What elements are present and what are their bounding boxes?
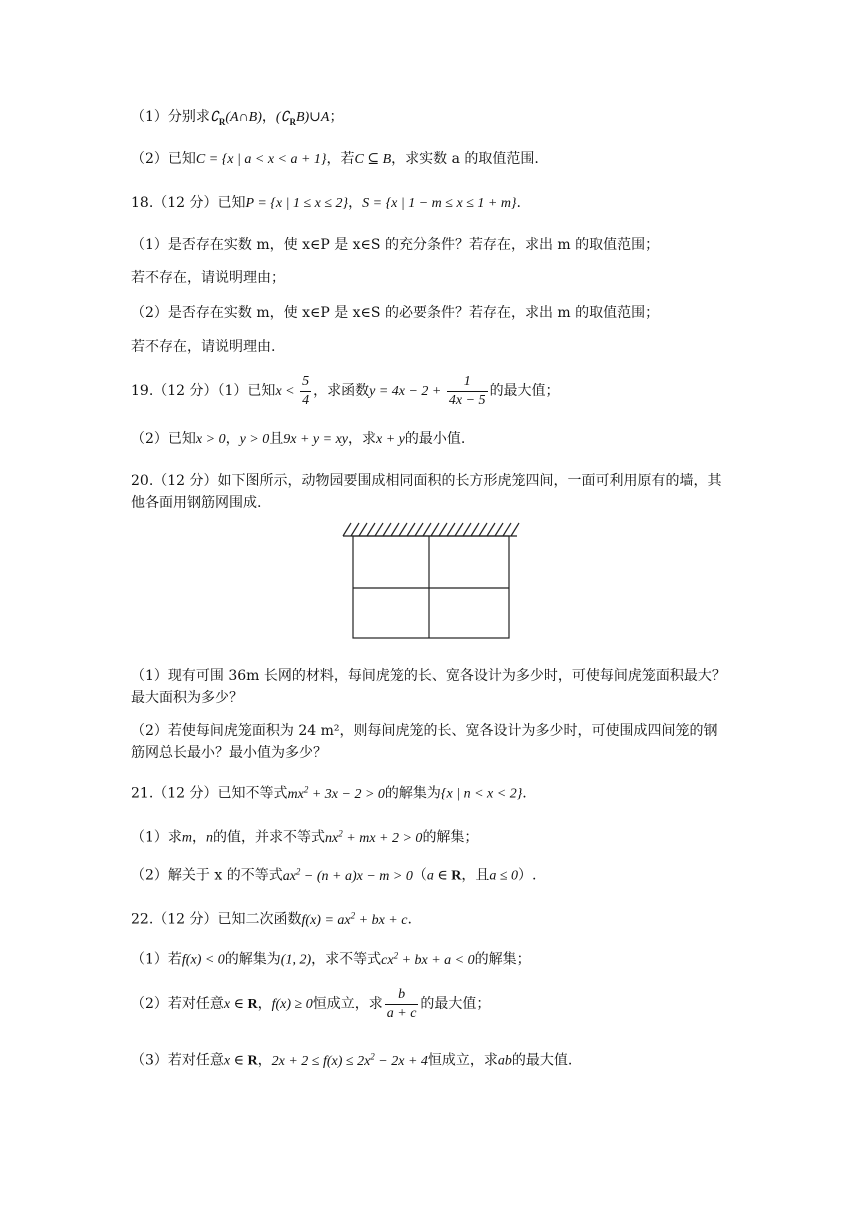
q21-heading: 21.（12 分）已知不等式$mx^2 + 3x - 2 > 0$的解集为{x | n < x < 2}. <box>131 784 527 802</box>
fraction-five-quarters: $\frac{5}{4}$ <box>302 373 310 408</box>
q22-part2: （2）若对任意x ∈ R，f(x) ≥ 0恒成立，求 $\frac{b}{a + c}$ 的最大值； <box>131 986 491 1021</box>
q18-part1-line1: （1）是否存在实数 m，使 x∈P 是 x∈S 的充分条件？若存在，求出 m 的取值范围； <box>131 237 660 253</box>
q20-part1: （1）现有可围 36m 长网的材料，每间虎笼的长、宽各设计为多少时，可使每间虎笼面积最大？最大面积为多少？ <box>131 668 726 706</box>
q20-heading: 20.（12 分）如下图所示，动物园要围成相同面积的长方形虎笼四间，一面可利用原有的墙，其他各面用钢筋网围成. <box>131 473 722 511</box>
fraction-reciprocal: $\frac{1}{4x - 5}$ <box>448 373 486 408</box>
formula-subset: C ⊆ B <box>354 152 392 167</box>
formula-complement-intersection: $∁_R(A\cap B)$ <box>209 110 262 127</box>
q17-part2: （2）已知C = {x | a < x < a + 1}，若C ⊆ B，求实数 a 的取值范围. <box>131 151 539 167</box>
q18-part1-line2: 若不存在，请说明理由； <box>131 270 285 286</box>
q21-part2: （2）解关于 x 的不等式$ax^2 - (n + a)x - m > 0(a$ ∈ R，且a ≤ 0）. <box>131 866 537 884</box>
q22-heading: 22.（12 分）已知二次函数$f(x) = ax^2$ + bx + c. <box>131 910 412 928</box>
q22-part1: （1）若f(x) < 0的解集为(1, 2)，求不等式$cx^2$ + bx + a < 0的解集； <box>131 950 531 968</box>
formula-set-p: P = {x | 1 ≤ x ≤ 2} <box>245 196 349 211</box>
tiger-cage-diagram <box>339 520 525 642</box>
q21-part1: （1）求m，n的值，并求不等式$nx^2$ + mx + 2 > 0的解集； <box>131 828 479 846</box>
q20-part2: （2）若使每间虎笼面积为 24 m²，则每间虎笼的长、宽各设计为多少时，可使围成四间笼的钢筋网总长最小？最小值为多少？ <box>131 723 718 761</box>
q18-heading: 18.（12 分）已知P = {x | 1 ≤ x ≤ 2}，S = {x | 1 − m ≤ x ≤ 1 + m}. <box>131 195 521 211</box>
q18-part2-line2: 若不存在，请说明理由. <box>131 339 276 355</box>
fraction-b-over-a-plus-c: $\frac{b}{a + c}$ <box>386 986 417 1021</box>
formula-set-s: S = {x | 1 − m ≤ x ≤ 1 + m} <box>362 196 517 211</box>
wall-hatching <box>343 523 519 536</box>
q19-part1: 19.（12 分）（1）已知x < $\frac{5}{4}$ ，求函数y = 4x − 2 + $\frac{1}{4x - 5}$ 的最大值； <box>131 373 560 408</box>
q22-part3: （3）若对任意x ∈ R，$2x + 2 \le f(x) \le 2x^2 - 2x + 4$恒成立，求ab的最大值. <box>131 1051 573 1069</box>
q17-part1: （1）分别求$∁_R(A\cap B)$，$(∁_RB)\cup A$； <box>131 109 344 127</box>
formula-complement-union: $(∁_RB)\cup A$ <box>275 110 330 127</box>
q19-part2: （2）已知x > 0，y > 0且9x + y = xy，求x + y的最小值. <box>131 431 466 447</box>
cage-outline <box>353 536 509 638</box>
formula-set-c: C = {x | a < x < a + 1} <box>195 152 327 167</box>
q18-part2-line1: （2）是否存在实数 m，使 x∈P 是 x∈S 的必要条件？若存在，求出 m 的取值范围； <box>131 305 660 321</box>
